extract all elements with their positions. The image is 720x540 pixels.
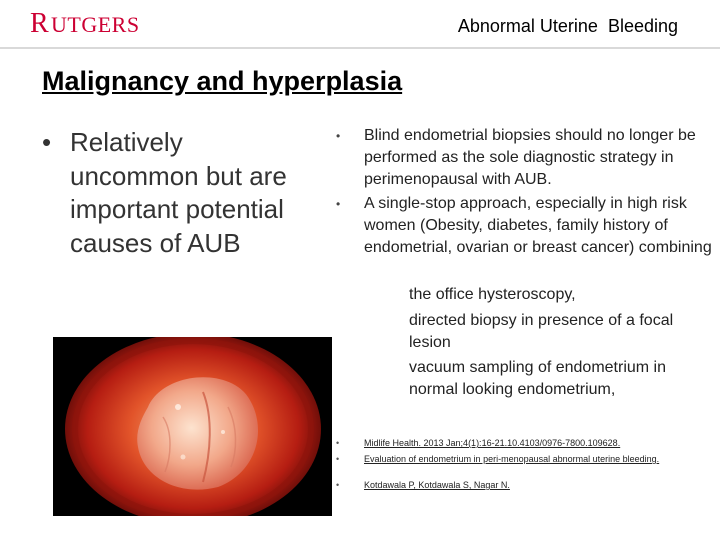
right-bullet-text: Blind endometrial biopsies should no longer be performed as the sole diagnostic strategy in perimenopausal with AUB. [364,127,696,188]
bullet-marker: • [336,197,341,211]
rutgers-logo-letter-r: R [30,8,50,39]
right-bullet [336,193,716,259]
sub-item: directed biopsy in presence of a focal lesion [409,312,674,351]
left-bullet [42,126,292,260]
slide-header [0,0,720,48]
sub-item: vacuum sampling of endometrium in normal looking endometrium, [409,359,667,398]
bullet-marker: • [336,129,341,143]
rutgers-logo [30,8,150,48]
reference-item [336,453,716,465]
bullet-marker: • [336,454,340,464]
rutgers-logo-wordmark [30,8,150,40]
reference-text: Kotdawala P, Kotdawala S, Nagar N. [364,480,510,490]
reference-text: Evaluation of endometrium in peri-menopausal abnormal uterine bleeding. [364,454,660,464]
rutgers-logo-rest: UTGERS [51,12,140,37]
hysteroscopy-image [53,337,332,516]
header-divider [0,47,720,49]
right-bullet-text: A single-stop approach, especially in high risk women (Obesity, diabetes, family history of endometrial, ovarian or breast cancer) combining [364,195,712,256]
bullet-marker: • [336,480,340,490]
reference-text: Midlife Health. 2013 Jan;4(1):16-21.10.4103/0976-7800.109628. [364,438,621,448]
header-title: Abnormal Uterine Bleeding [457,16,678,36]
bullet-marker: • [336,438,340,448]
sub-item: the office hysteroscopy, [409,286,576,303]
left-bullet-text: Relatively uncommon but are important potential causes of AUB [70,127,287,258]
right-bullet [336,125,716,191]
slide-title: Malignancy and hyperplasia [42,66,403,96]
hysteroscopy-photo-illustration [53,337,332,516]
reference-item [336,437,716,449]
bullet-marker: • [42,127,52,157]
reference-item [336,479,716,491]
